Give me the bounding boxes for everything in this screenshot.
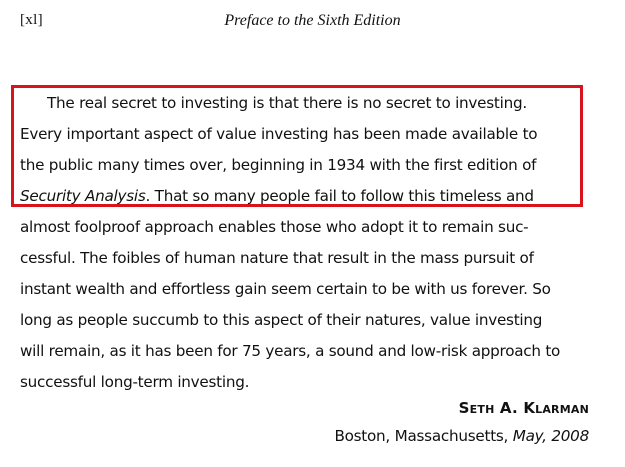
date: May, 2008: [512, 427, 589, 445]
preface-paragraph: [20, 88, 600, 398]
text-line: The real secret to investing is that there is no secret to investing.: [47, 94, 527, 112]
book-title: Security Analysis: [20, 187, 146, 205]
page-header: [0, 12, 625, 34]
text-line: almost foolproof approach enables those who adopt it to remain suc-: [20, 218, 529, 236]
text-line: instant wealth and effortless gain seem certain to be with us forever. So: [20, 280, 551, 298]
page-number: [xl]: [20, 12, 43, 28]
place-date-line: [334, 427, 589, 445]
text-line: [20, 181, 600, 212]
signature-block: [334, 399, 589, 445]
text-line: Every important aspect of value investing has been made available to: [20, 125, 538, 143]
running-title: Preface to the Sixth Edition: [224, 12, 401, 29]
text-line: cessful. The foibles of human nature that result in the mass pursuit of: [20, 249, 534, 267]
text-line: the public many times over, beginning in 1934 with the first edition of: [20, 156, 537, 174]
place: Boston, Massachusetts,: [334, 427, 513, 445]
text-line: will remain, as it has been for 75 years, a sound and low-risk approach to: [20, 342, 561, 360]
text-line: long as people succumb to this aspect of their natures, value investing: [20, 311, 543, 329]
text-line-rest: . That so many people fail to follow this timeless and: [145, 187, 534, 205]
text-line: successful long-term investing.: [20, 373, 250, 391]
author-name: Seth A. Klarman: [458, 399, 589, 417]
